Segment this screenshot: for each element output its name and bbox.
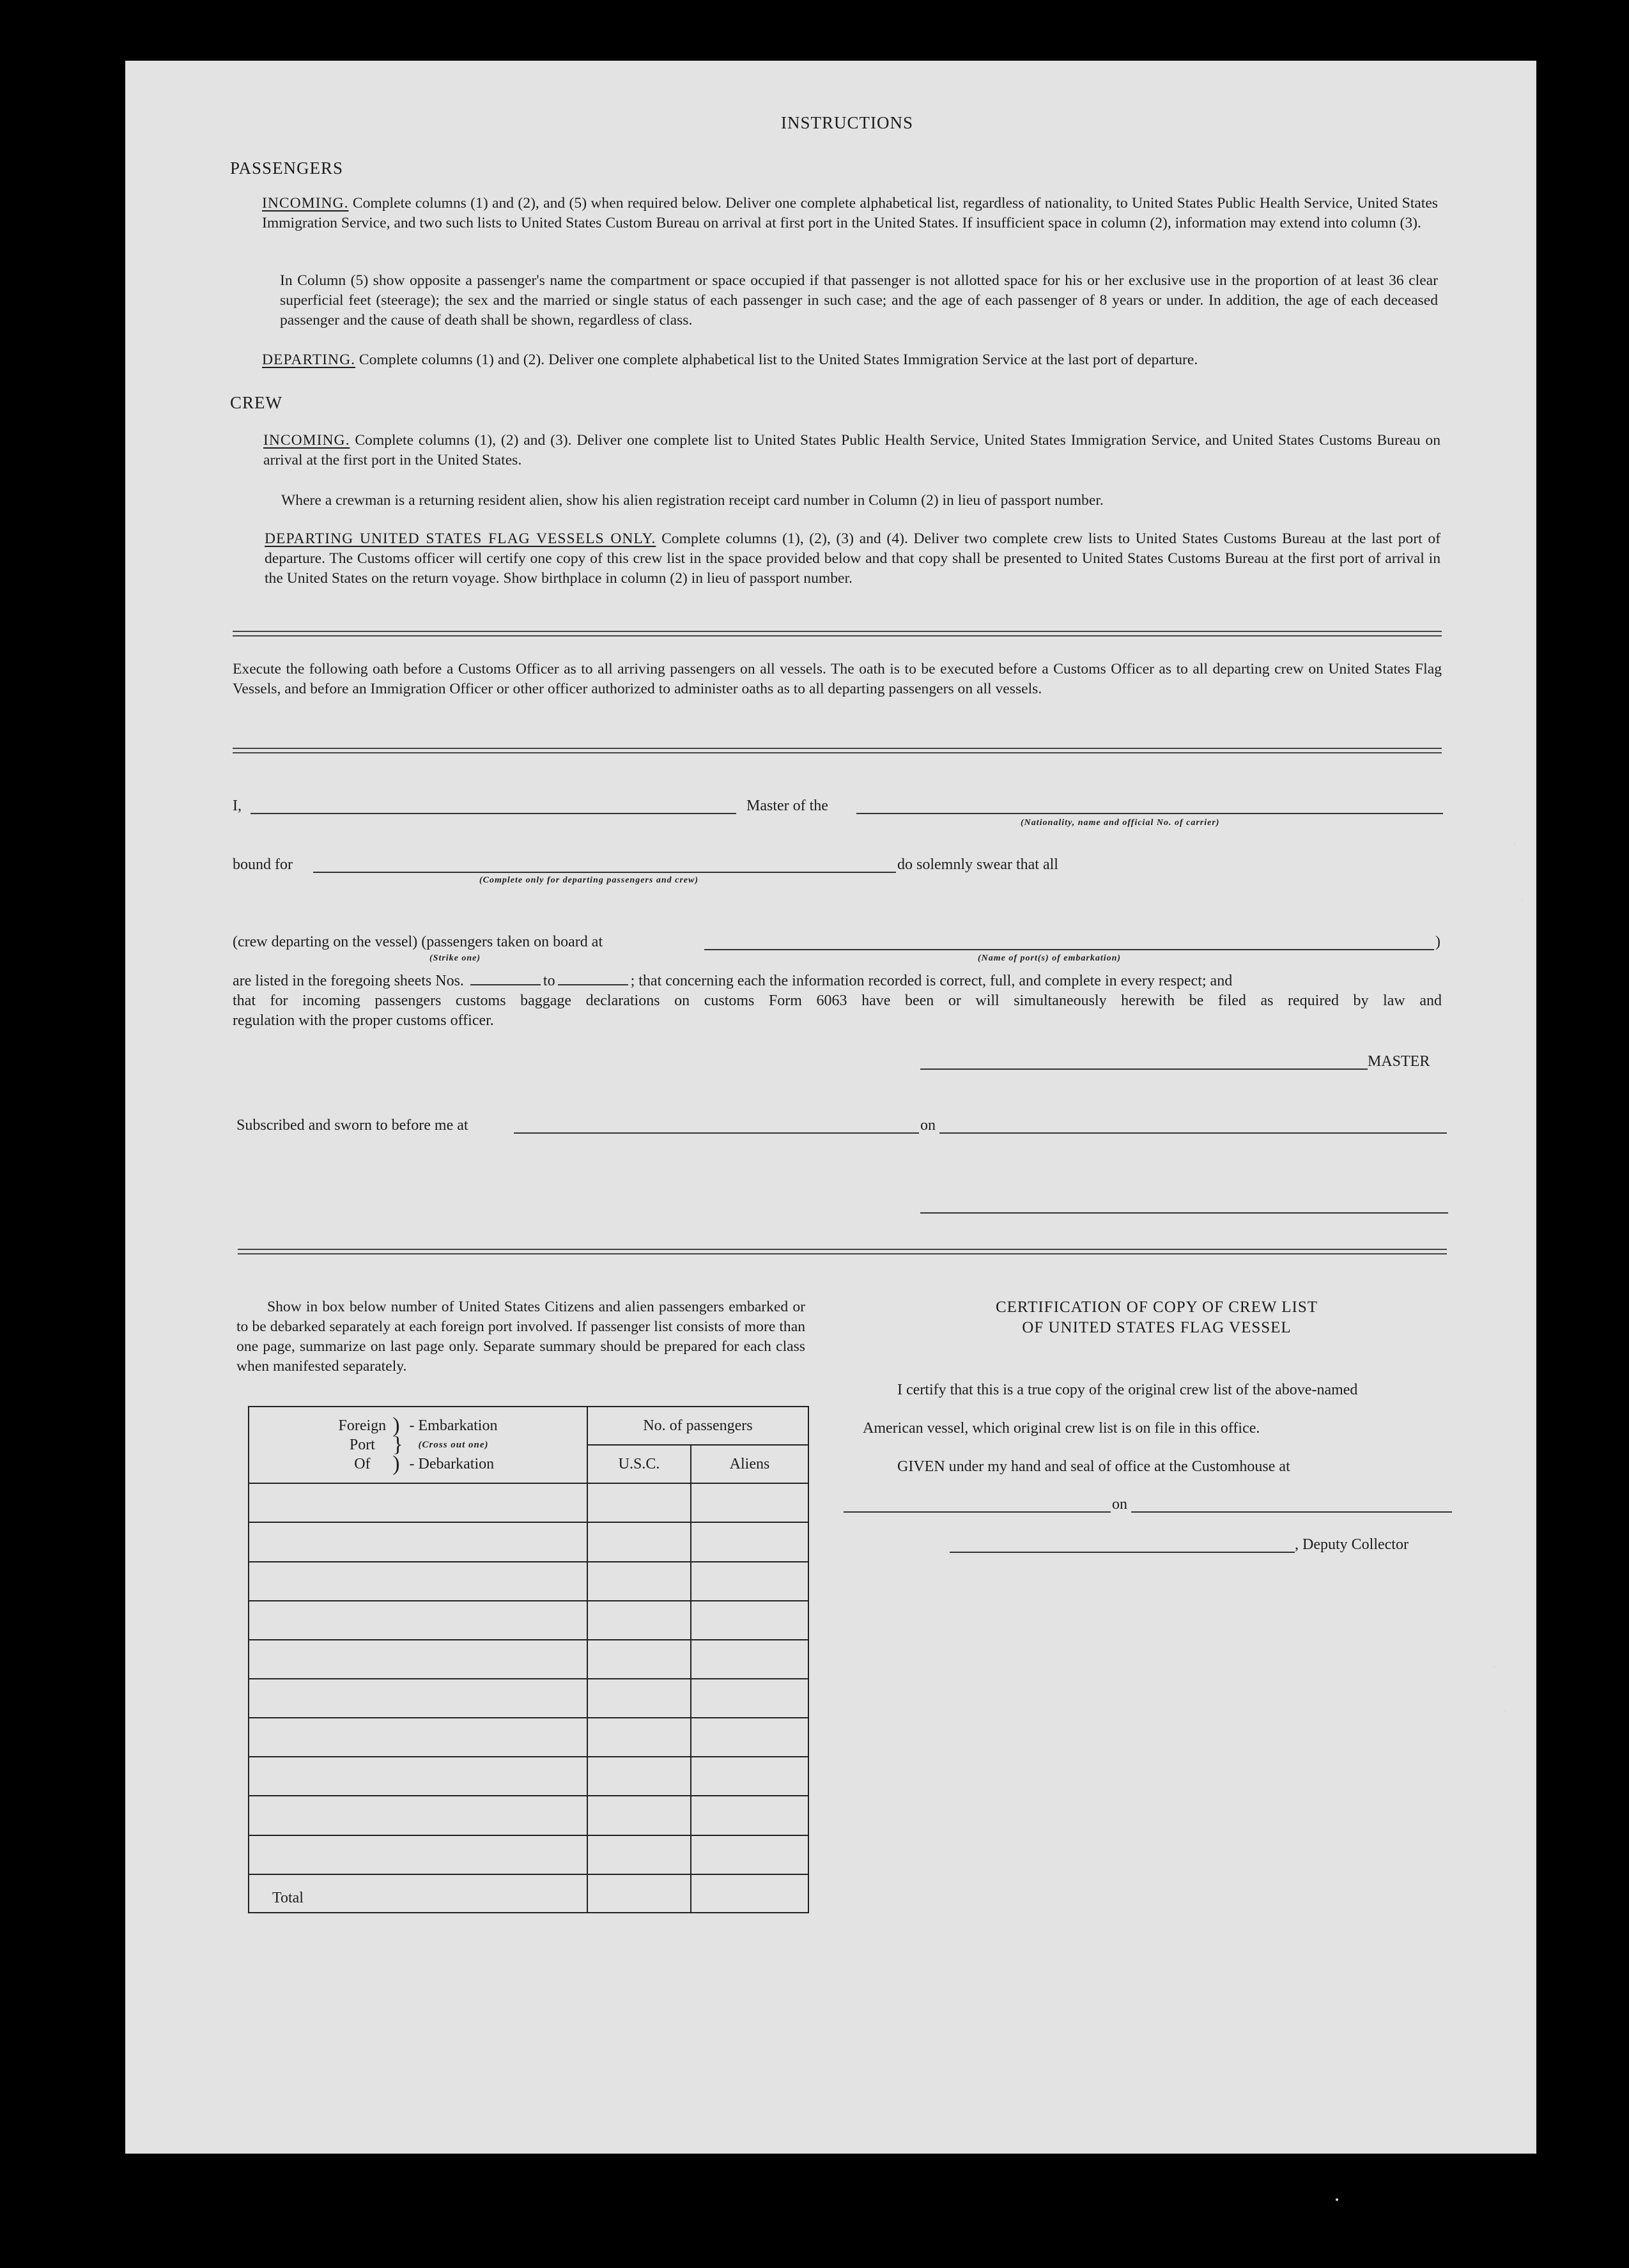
table-row <box>249 1640 808 1679</box>
passengers-departing-paragraph <box>262 350 1451 370</box>
officer-signature-field[interactable] <box>920 1212 1448 1214</box>
aliens-cell[interactable] <box>691 1562 808 1601</box>
subscribed-label: Subscribed and sworn to before me at <box>236 1117 468 1134</box>
master-label: MASTER <box>1368 1053 1430 1070</box>
usc-cell[interactable] <box>587 1483 691 1522</box>
port-cell[interactable] <box>249 1679 587 1718</box>
scan-speck <box>1336 2198 1338 2201</box>
port-cell[interactable] <box>249 1718 587 1757</box>
given-text: GIVEN under my hand and seal of office at the Customhouse at <box>897 1458 1290 1475</box>
aliens-cell[interactable] <box>691 1796 808 1835</box>
of-label: Of <box>354 1456 371 1473</box>
table-header-row <box>249 1407 808 1445</box>
crew-heading: CREW <box>230 393 282 412</box>
sheets-line <box>233 973 1232 990</box>
certification-title-line1: CERTIFICATION OF COPY OF CREW LIST <box>995 1299 1318 1316</box>
table-row <box>249 1483 808 1522</box>
table-row <box>249 1718 808 1757</box>
listed-text-3: that for incoming passengers customs baggage declarations on customs Form 6063 have been or will simultaneously herewith be filed as required by law and <box>233 992 1442 1009</box>
aliens-header: Aliens <box>691 1445 808 1483</box>
customhouse-field[interactable] <box>844 1511 1111 1513</box>
oath-intro: Execute the following oath before a Customs Officer as to all arriving passengers on all vessels. The oath is to be executed before a Customs Officer as to all departing crew on United States Flag Vessels, and before an Immigration Officer or other officer authorized to administer oaths as to all departing passengers on all vessels. <box>233 661 1442 697</box>
passengers-heading: PASSENGERS <box>230 158 344 178</box>
no-passengers-header: No. of passengers <box>587 1407 808 1445</box>
port-cell[interactable] <box>249 1601 587 1640</box>
embarkation-option[interactable]: - Embarkation <box>409 1417 498 1435</box>
passenger-summary-table <box>248 1406 809 1913</box>
section-divider <box>238 1249 1447 1254</box>
passengers-departing-label: DEPARTING. <box>262 351 356 368</box>
deputy-signature-field[interactable] <box>950 1552 1295 1553</box>
debarkation-option[interactable]: - Debarkation <box>409 1456 495 1473</box>
usc-header: U.S.C. <box>587 1445 691 1483</box>
crew-departing-label: DEPARTING UNITED STATES FLAG VESSELS ONLY. <box>265 530 656 547</box>
aliens-cell[interactable] <box>691 1679 808 1718</box>
passengers-incoming-text: Complete columns (1) and (2), and (5) when required below. Deliver one complete alphabetical list, regardless of nationality, to United States Public Health Service, United States Immigration Service, and two such lists to United States Custom Bureau on arrival at first port in the United States. If insufficient space in column (2), information may extend into column (3). <box>262 195 1438 231</box>
port-cell[interactable] <box>249 1483 587 1522</box>
certify-text-1: I certify that this is a true copy of the original crew list of the above-named <box>897 1382 1358 1398</box>
aliens-cell[interactable] <box>691 1601 808 1640</box>
foreign-port-header <box>249 1407 587 1483</box>
listed-text-4: regulation with the proper customs officer. <box>233 1012 494 1029</box>
usc-cell[interactable] <box>587 1640 691 1679</box>
do-swear-label: do solemnly swear that all <box>897 856 1058 873</box>
master-of-the-label: Master of the <box>746 798 828 814</box>
table-row <box>249 1562 808 1601</box>
port-cell[interactable] <box>249 1796 587 1835</box>
embarkation-ports-field[interactable] <box>704 949 1434 950</box>
certification-title-line2: OF UNITED STATES FLAG VESSEL <box>1022 1319 1292 1336</box>
carrier-field[interactable] <box>856 813 1443 814</box>
scan-speck <box>1513 842 1516 845</box>
bound-for-label: bound for <box>233 856 293 873</box>
certification-title <box>856 1297 1457 1338</box>
usc-cell[interactable] <box>587 1679 691 1718</box>
table-row <box>249 1796 808 1835</box>
complete-only-note: (Complete only for departing passengers and crew) <box>479 876 699 885</box>
bound-for-field[interactable] <box>313 872 896 873</box>
port-cell[interactable] <box>249 1522 587 1561</box>
scan-speck <box>1521 899 1524 901</box>
table-row <box>249 1757 808 1796</box>
passengers-incoming-label: INCOMING. <box>262 195 349 212</box>
usc-cell[interactable] <box>587 1757 691 1796</box>
aliens-cell[interactable] <box>691 1757 808 1796</box>
port-cell[interactable] <box>249 1835 587 1874</box>
total-row <box>249 1874 808 1913</box>
listed-to: to <box>543 973 555 989</box>
passengers-departing-text: Complete columns (1) and (2). Deliver one complete alphabetical list to the United States Immigration Service at the last port of departure. <box>359 351 1198 368</box>
certify-text-2: American vessel, which original crew list is on file in this office. <box>863 1420 1260 1437</box>
usc-cell[interactable] <box>587 1562 691 1601</box>
port-cell[interactable] <box>249 1757 587 1796</box>
cross-out-note: (Cross out one) <box>418 1440 489 1451</box>
section-divider <box>233 631 1442 636</box>
crew-passengers-label: (crew departing on the vessel) (passengers taken on board at <box>233 934 603 950</box>
table-row <box>249 1522 808 1561</box>
oath-i-label: I, <box>233 798 242 814</box>
sworn-on-label: on <box>920 1117 936 1134</box>
usc-cell[interactable] <box>587 1796 691 1835</box>
table-row <box>249 1679 808 1718</box>
section-divider <box>233 748 1442 753</box>
crew-incoming-label: INCOMING. <box>263 432 350 449</box>
aliens-cell[interactable] <box>691 1522 808 1561</box>
usc-total-cell[interactable] <box>587 1874 691 1913</box>
column5-paragraph: In Column (5) show opposite a passenger's name the compartment or space occupied if that passenger is not allotted space for his or her exclusive use in the proportion of at least 36 clear superficial feet (steerage); the sex and the married or single status of each passenger in such case; and the age of each passenger of 8 years or under. In addition, the age of each deceased passenger and the cause of death shall be shown, regardless of class. <box>280 272 1438 328</box>
crew-departing-paragraph <box>265 529 1440 589</box>
port-cell[interactable] <box>249 1562 587 1601</box>
foreign-label: Foreign <box>338 1417 387 1435</box>
port-label: Port <box>349 1437 375 1454</box>
listed-text-2: ; that concerning each the information recorded is correct, full, and complete in every respect; and <box>630 973 1233 989</box>
table-row <box>249 1601 808 1640</box>
crew-incoming-text: Complete columns (1), (2) and (3). Deliver one complete list to United States Public Health Service, United States Immigration Service, and United States Customs Bureau on arrival at the first port in the United States. <box>263 432 1440 468</box>
strike-one-note: (Strike one) <box>429 953 481 963</box>
aliens-cell[interactable] <box>691 1835 808 1874</box>
crew-departing-text: Complete columns (1), (2), (3) and (4). Deliver two complete crew lists to United States Customs Bureau at the last port of departure. The Customs officer will certify one copy of this crew list in the space provided below and that copy shall be presented to United States Customs Bureau at the first port of arrival in the United States on the return voyage. Show birthplace in column (2) in lieu of passport number. <box>265 530 1440 587</box>
table-row <box>249 1835 808 1874</box>
scan-speck <box>1493 1665 1495 1668</box>
crew-resident-paragraph: Where a crewman is a returning resident alien, show his alien registration receipt card number in Column (2) in lieu of passport number. <box>281 492 1104 509</box>
deputy-collector-label: , Deputy Collector <box>1295 1536 1409 1553</box>
total-label: Total <box>249 1874 587 1913</box>
usc-cell[interactable] <box>587 1601 691 1640</box>
scan-speck <box>1503 1710 1506 1713</box>
nationality-note: (Nationality, name and official No. of carrier) <box>1021 818 1220 828</box>
sworn-place-field[interactable] <box>514 1132 919 1134</box>
cert-date-field[interactable] <box>1131 1511 1452 1513</box>
port-cell[interactable] <box>249 1640 587 1679</box>
sheet-to-field[interactable] <box>558 984 628 985</box>
aliens-cell[interactable] <box>691 1718 808 1757</box>
usc-cell[interactable] <box>587 1718 691 1757</box>
usc-cell[interactable] <box>587 1835 691 1874</box>
instructions-title: INSTRUCTIONS <box>781 113 914 132</box>
name-ports-note: (Name of port(s) of embarkation) <box>978 953 1122 963</box>
master-name-field[interactable] <box>251 813 736 814</box>
brace-icon: ) } ) <box>392 1414 403 1476</box>
usc-cell[interactable] <box>587 1522 691 1561</box>
summary-instructions-text: Show in box below number of United States Citizens and alien passengers embarked or to be debarked separately at each foreign port involved. If passenger list consists of more than one page, summarize on last page only. Separate summary should be prepared for each class when manifested separately. <box>236 1299 805 1375</box>
sworn-date-field[interactable] <box>939 1132 1447 1134</box>
listed-text-1: are listed in the foregoing sheets Nos. <box>233 973 464 989</box>
close-paren: ) <box>1435 934 1440 950</box>
aliens-total-cell[interactable] <box>691 1874 808 1913</box>
aliens-cell[interactable] <box>691 1640 808 1679</box>
crew-incoming-paragraph <box>263 431 1440 470</box>
sheet-from-field[interactable] <box>470 984 541 985</box>
passengers-incoming-paragraph <box>262 194 1438 233</box>
cert-on-label: on <box>1112 1496 1127 1513</box>
summary-instructions <box>236 1297 805 1377</box>
aliens-cell[interactable] <box>691 1483 808 1522</box>
master-signature-field[interactable] <box>920 1068 1368 1070</box>
